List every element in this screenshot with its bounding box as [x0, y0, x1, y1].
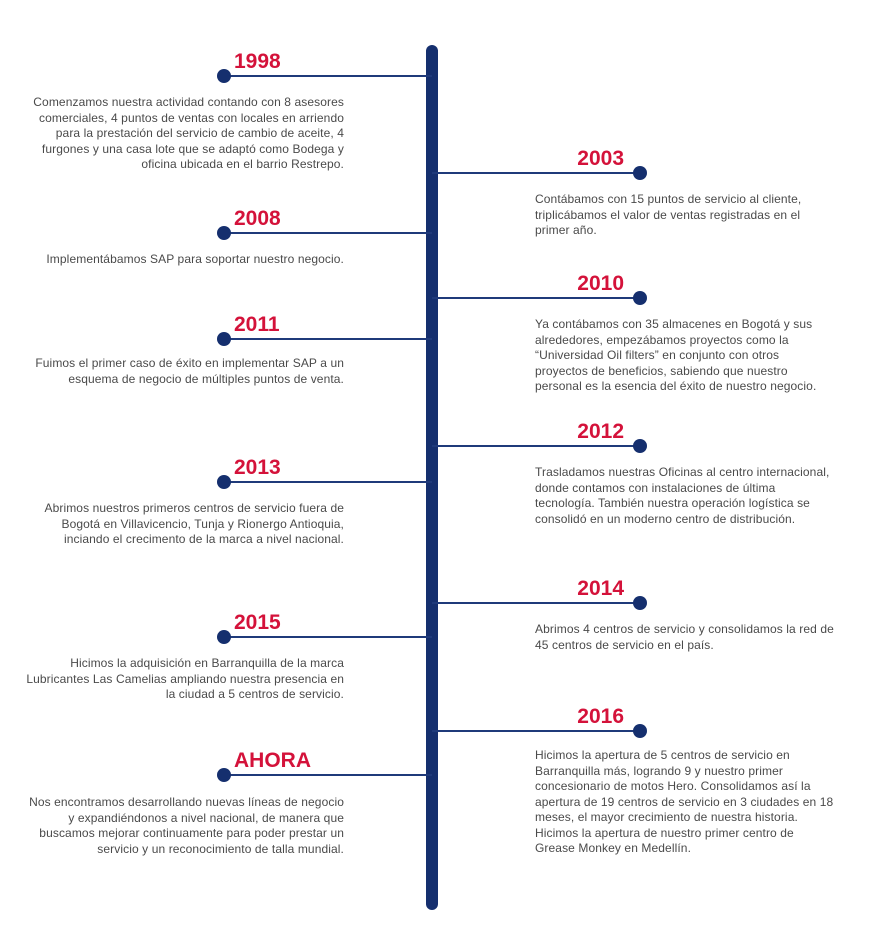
milestone-year-2010: 2010 [577, 272, 624, 295]
milestone-description-2016: Hicimos la apertura de 5 centros de servicio en Barranquilla más, logrando 9 y nuestro primer concesionario de motos Hero. Consolidamos así la apertura de 19 centros de servicio en 3 ciudades en 18 meses, el mayor crecimiento de nuestra historia. Hicimos la apertura de nuestro primer centro de Grease Monkey en Medellín. [535, 748, 834, 855]
milestone-dot-2016 [633, 724, 647, 738]
milestone-connector-2008 [224, 232, 432, 234]
milestone-connector-2011 [224, 338, 432, 340]
milestone-description-2008: Implementábamos SAP para soportar nuestro negocio. [46, 252, 344, 266]
milestone-dot-2011 [217, 332, 231, 346]
milestone-connector-2012 [432, 445, 640, 447]
milestone-year-2011: 2011 [234, 313, 280, 336]
milestone-dot-2013 [217, 475, 231, 489]
milestone-description-2003: Contábamos con 15 puntos de servicio al cliente, triplicábamos el valor de ventas registradas en el primer año. [535, 192, 802, 237]
timeline-spine [426, 45, 438, 910]
milestone-year-2016: 2016 [577, 705, 624, 728]
milestone-dot-ahora [217, 768, 231, 782]
milestone-connector-2010 [432, 297, 640, 299]
milestone-dot-2003 [633, 166, 647, 180]
milestone-year-2013: 2013 [234, 456, 281, 479]
milestone-connector-1998 [224, 75, 432, 77]
milestone-dot-2014 [633, 596, 647, 610]
milestone-connector-2014 [432, 602, 640, 604]
milestone-description-2015: Hicimos la adquisición en Barranquilla de la marca Lubricantes Las Camelias ampliando nuestra presencia en la ciudad a 5 centros de servicio. [26, 656, 344, 701]
milestone-year-1998: 1998 [234, 50, 281, 73]
milestone-description-1998: Comenzamos nuestra actividad contando con 8 asesores comerciales, 4 puntos de ventas con locales en arriendo para la prestación del servicio de cambio de aceite, 4 furgones y una casa lote que se adaptó como Bodega y oficina ubicada en el barrio Restrepo. [33, 95, 344, 171]
milestone-dot-2015 [217, 630, 231, 644]
milestone-connector-ahora [224, 774, 432, 776]
milestone-connector-2013 [224, 481, 432, 483]
milestone-dot-2008 [217, 226, 231, 240]
milestone-dot-1998 [217, 69, 231, 83]
milestone-connector-2016 [432, 730, 640, 732]
milestone-connector-2015 [224, 636, 432, 638]
milestone-description-2011: Fuimos el primer caso de éxito en implementar SAP a un esquema de negocio de múltiples puntos de venta. [35, 356, 344, 386]
milestone-year-2008: 2008 [234, 207, 281, 230]
milestone-year-ahora: AHORA [234, 749, 311, 772]
milestone-year-2012: 2012 [577, 420, 624, 443]
milestone-dot-2012 [633, 439, 647, 453]
milestone-year-2003: 2003 [577, 147, 624, 170]
milestone-description-2010: Ya contábamos con 35 almacenes en Bogotá y sus alrededores, empezábamos proyectos como la “Universidad Oil filters” en conjunto con otros proyectos de beneficios, sabiendo que nuestro personal es la esencia del éxito de nuestro negocio. [535, 317, 817, 393]
milestone-connector-2003 [432, 172, 640, 174]
milestone-year-2015: 2015 [234, 611, 281, 634]
milestone-description-2013: Abrimos nuestros primeros centros de servicio fuera de Bogotá en Villavicencio, Tunja y Rionergo Antioquia, inciando el crecimento de la marca a nivel nacional. [44, 501, 344, 546]
milestone-dot-2010 [633, 291, 647, 305]
milestone-description-2014: Abrimos 4 centros de servicio y consolidamos la red de 45 centros de servicio en el país. [535, 622, 834, 652]
milestone-year-2014: 2014 [577, 577, 624, 600]
milestone-description-2012: Trasladamos nuestras Oficinas al centro internacional, donde contamos con instalaciones de última tecnología. También nuestra operación logística se consolidó en un moderno centro de distribución. [535, 465, 830, 526]
milestone-description-ahora: Nos encontramos desarrollando nuevas líneas de negocio y expandiéndonos a nivel nacional, de manera que buscamos mejorar continuamente para poder prestar un servicio y un reconocimiento de talla mundial. [29, 795, 344, 856]
